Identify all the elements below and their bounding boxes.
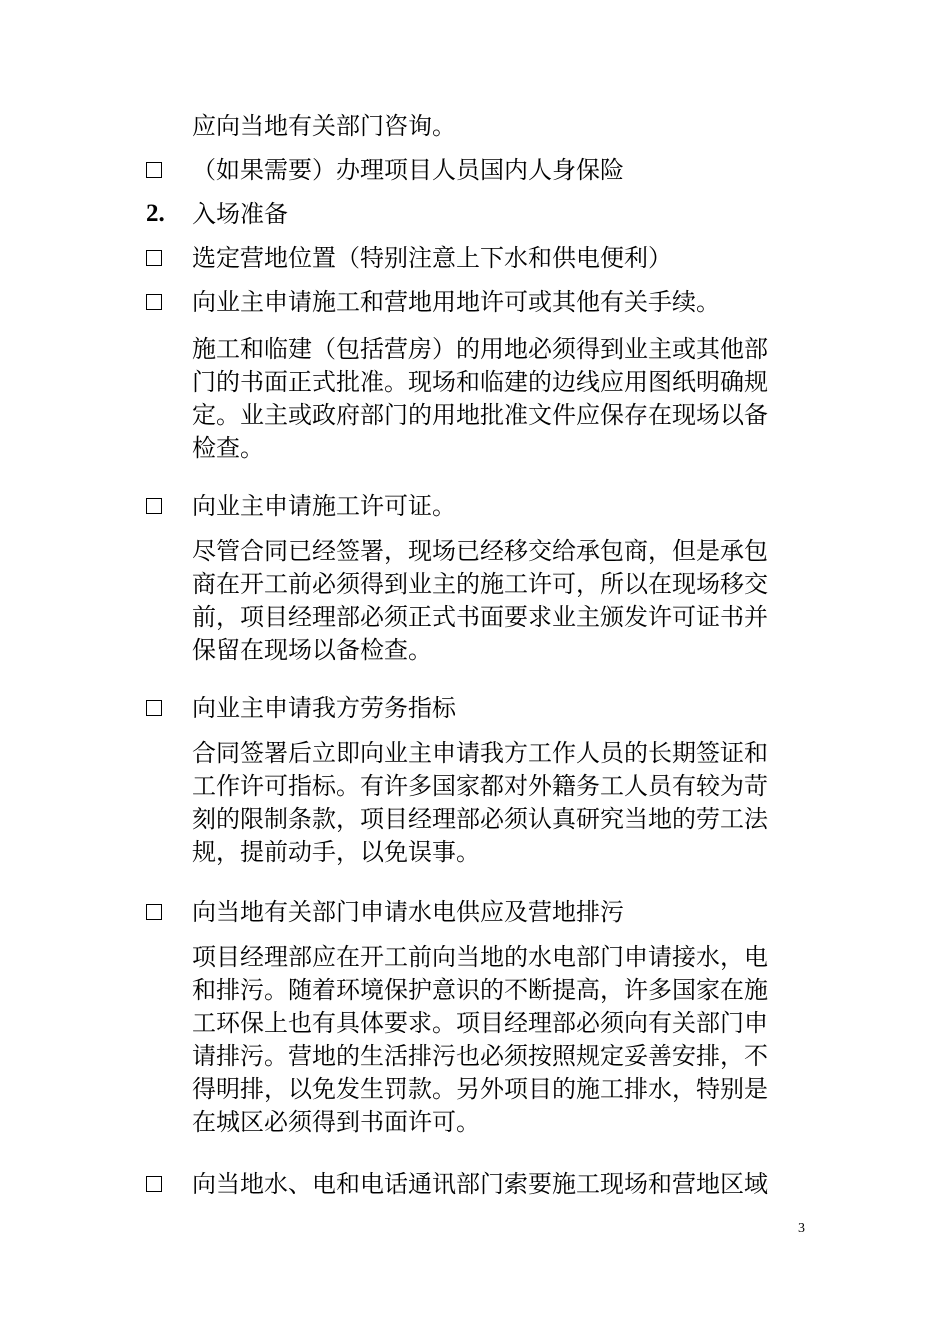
text-line: 规，提前动手，以免误事。 — [192, 838, 480, 866]
text-line: 施工和临建（包括营房）的用地必须得到业主或其他部 — [192, 335, 768, 363]
checkbox-icon — [146, 286, 162, 318]
checklist-item-label: 向当地水、电和电话通讯部门索要施工现场和营地区域 — [192, 1170, 768, 1198]
text-line: 刻的限制条款，项目经理部必须认真研究当地的劳工法 — [192, 805, 768, 833]
checkbox-icon — [146, 242, 162, 274]
text-line: 和排污。随着环境保护意识的不断提高，许多国家在施 — [192, 976, 768, 1004]
text-line: 合同签署后立即向业主申请我方工作人员的长期签证和 — [192, 739, 768, 767]
text-line: 得明排，以免发生罚款。另外项目的施工排水，特别是 — [192, 1075, 768, 1103]
checklist-item-label: （如果需要）办理项目人员国内人身保险 — [192, 156, 624, 184]
text-line: 检查。 — [192, 434, 264, 462]
text-line: 定。业主或政府部门的用地批准文件应保存在现场以备 — [192, 401, 768, 429]
text-line: 门的书面正式批准。现场和临建的边线应用图纸明确规 — [192, 368, 768, 396]
text-line: 工环保上也有具体要求。项目经理部必须向有关部门申 — [192, 1009, 768, 1037]
checkbox-icon — [146, 490, 162, 522]
text-line: 工作许可指标。有许多国家都对外籍务工人员有较为苛 — [192, 772, 768, 800]
text-line: 保留在现场以备检查。 — [192, 636, 432, 664]
page-number: 3 — [798, 1221, 805, 1236]
checklist-item-label: 向业主申请施工和营地用地许可或其他有关手续。 — [192, 288, 720, 316]
text-line: 商在开工前必须得到业主的施工许可，所以在现场移交 — [192, 570, 768, 598]
checklist-item-label: 选定营地位置（特别注意上下水和供电便利） — [192, 244, 672, 272]
checkbox-icon — [146, 692, 162, 724]
text-line: 在城区必须得到书面许可。 — [192, 1108, 480, 1136]
text-line: 请排污。营地的生活排污也必须按照规定妥善安排，不 — [192, 1042, 768, 1070]
checkbox-icon — [146, 896, 162, 928]
text-line: 尽管合同已经签署，现场已经移交给承包商，但是承包 — [192, 537, 768, 565]
section-heading: 入场准备 — [192, 200, 288, 228]
text-line: 前，项目经理部必须正式书面要求业主颁发许可证书并 — [192, 603, 768, 631]
text-line: 项目经理部应在开工前向当地的水电部门申请接水，电 — [192, 943, 768, 971]
checkbox-icon — [146, 154, 162, 186]
checklist-item-label: 向当地有关部门申请水电供应及营地排污 — [192, 898, 624, 926]
section-number: 2. — [146, 200, 165, 227]
checklist-item-label: 向业主申请我方劳务指标 — [192, 694, 456, 722]
checklist-item-label: 向业主申请施工许可证。 — [192, 492, 456, 520]
text-line: 应向当地有关部门咨询。 — [192, 112, 456, 140]
checkbox-icon — [146, 1168, 162, 1200]
